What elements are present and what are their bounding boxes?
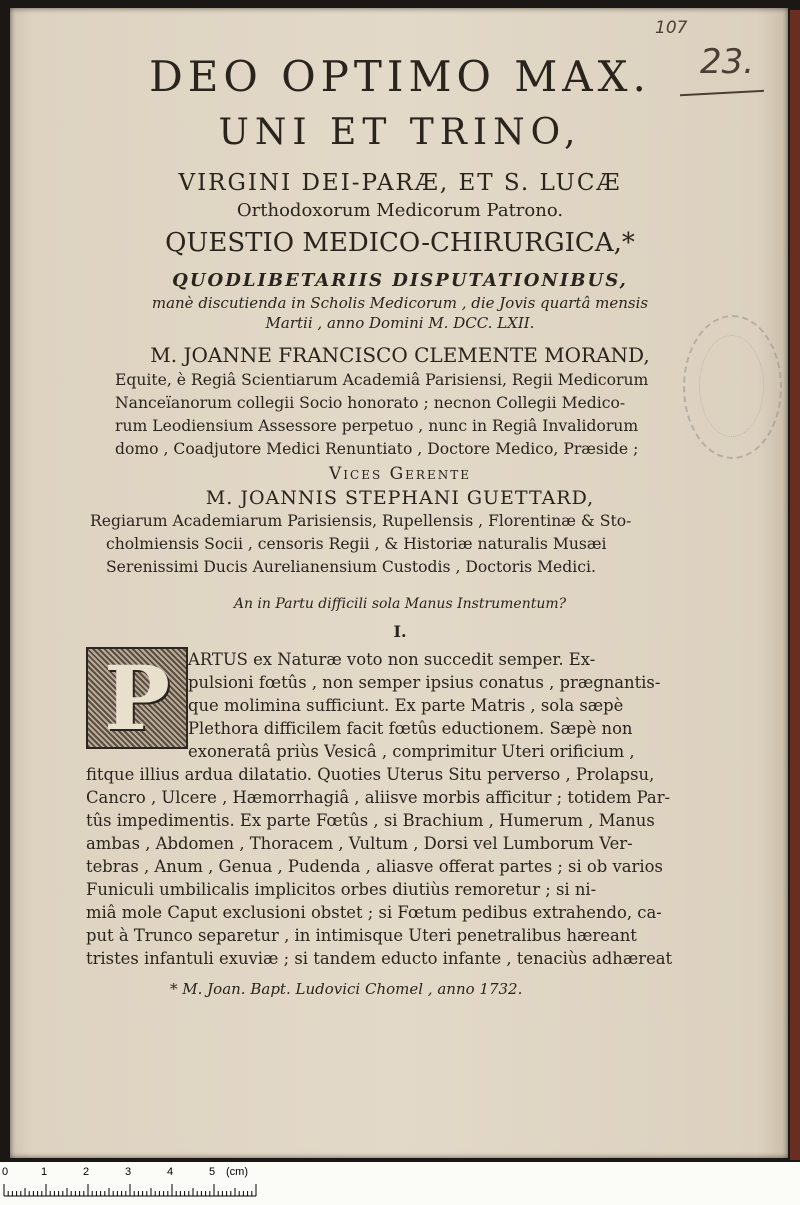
ruler-label-0: 0 xyxy=(2,1166,9,1178)
body-line-13: put à Trunco separetur , in intimisque Uteri penetralibus hæreant xyxy=(86,926,637,945)
library-stamp xyxy=(683,315,782,459)
ruler-label-3: 3 xyxy=(125,1166,132,1178)
vices-line-3: Regiarum Academiarum Parisiensis, Rupellensis , Florentinæ & Sto- xyxy=(90,512,632,530)
ruler-label-5: 5 xyxy=(209,1166,216,1178)
vices-line-4: cholmiensis Socii , censoris Regii , & Historiæ naturalis Musæi xyxy=(106,535,607,553)
footnote: * M. Joan. Bapt. Ludovici Chomel , anno 1732. xyxy=(170,980,523,998)
body-line-11: Funiculi umbilicalis implicitos orbes diutiùs remoretur ; si ni- xyxy=(86,880,597,899)
body-line-9: ambas , Abdomen , Thoracem , Vultum , Dorsi vel Lumborum Ver- xyxy=(86,834,633,853)
body-line-12: miâ mole Caput exclusioni obstet ; si Fœtum pedibus extrahendo, ca- xyxy=(86,903,662,922)
question-heading: An in Partu difficili sola Manus Instrumentum? xyxy=(233,596,567,612)
ruler-labels xyxy=(0,1166,800,1182)
body-line-1: ARTUS ex Naturæ voto non succedit semper. Ex- xyxy=(188,650,596,669)
ruler-ticks xyxy=(0,1182,260,1202)
decorated-initial xyxy=(86,647,188,749)
scale-ruler xyxy=(0,1162,800,1205)
handwritten-number: 23. xyxy=(700,42,755,82)
body-line-7: Cancro , Ulcere , Hæmorrhagiâ , aliisve morbis afficitur ; totidem Par- xyxy=(86,788,671,807)
ruler-unit: (cm) xyxy=(226,1166,248,1178)
body-line-10: tebras , Anum , Genua , Pudenda , aliasve offerat partes ; si ob varios xyxy=(86,857,663,876)
disputation-line: QUODLIBETARIIS DISPUTATIONIBUS, xyxy=(172,270,628,291)
body-line-2: pulsioni fœtûs , non semper ipsius conatus , prægnantis- xyxy=(188,673,661,692)
body-line-8: tûs impedimentis. Ex parte Fœtûs , si Brachium , Humerum , Manus xyxy=(86,811,655,830)
body-line-6: fitque illius ardua dilatatio. Quoties Uterus Situ perverso , Prolapsu, xyxy=(86,765,655,784)
initial-letter: P xyxy=(103,646,171,750)
dedication-line-1: DEO OPTIMO MAX. xyxy=(149,52,651,101)
ruler-label-4: 4 xyxy=(167,1166,174,1178)
date-line-1: manè discutienda in Scholis Medicorum , die Jovis quartâ mensis xyxy=(151,294,649,312)
body-line-14: tristes infantuli exuviæ ; si tandem educto infante , tenaciùs adhæreat xyxy=(86,949,673,968)
ruler-label-1: 1 xyxy=(41,1166,48,1178)
praeses-line-2: Equite, è Regiâ Scientiarum Academiâ Parisiensi, Regii Medicorum xyxy=(115,371,649,389)
vices-gerente: Vices Gerente xyxy=(329,464,471,484)
body-line-4: Plethora difficilem facit fœtûs eductionem. Sæpè non xyxy=(188,719,633,738)
praeses-line-3: Nanceïanorum collegii Socio honorato ; necnon Collegii Medico- xyxy=(115,394,626,412)
folio-annotation: 107 xyxy=(655,18,688,38)
vices-line-5: Serenissimi Ducis Aurelianensium Custodis , Doctoris Medici. xyxy=(106,558,596,576)
dedication-line-3: VIRGINI DEI-PARÆ, ET S. LUCÆ xyxy=(178,170,622,196)
vices-name: M. JOANNIS STEPHANI GUETTARD, xyxy=(205,487,595,509)
praeses-line-4: rum Leodiensium Assessore perpetuo , nunc in Regiâ Invalidorum xyxy=(115,417,639,435)
dedication-line-4: Orthodoxorum Medicorum Patrono. xyxy=(236,200,564,221)
section-number: I. xyxy=(393,622,407,641)
body-line-3: que molimina sufficiunt. Ex parte Matris , sola sæpè xyxy=(188,696,624,715)
body-line-5: exoneratâ priùs Vesicâ , comprimitur Uteri orificium , xyxy=(188,742,635,761)
ruler-label-2: 2 xyxy=(83,1166,90,1178)
thesis-title: QUESTIO MEDICO-CHIRURGICA,* xyxy=(165,228,635,258)
date-line-2: Martii , anno Domini M. DCC. LXII. xyxy=(265,314,535,332)
dedication-line-2: UNI ET TRINO, xyxy=(218,112,582,153)
praeses-name: M. JOANNE FRANCISCO CLEMENTE MORAND, xyxy=(150,343,650,367)
praeses-line-5: domo , Coadjutore Medici Renuntiato , Doctore Medico, Præside ; xyxy=(115,440,639,458)
